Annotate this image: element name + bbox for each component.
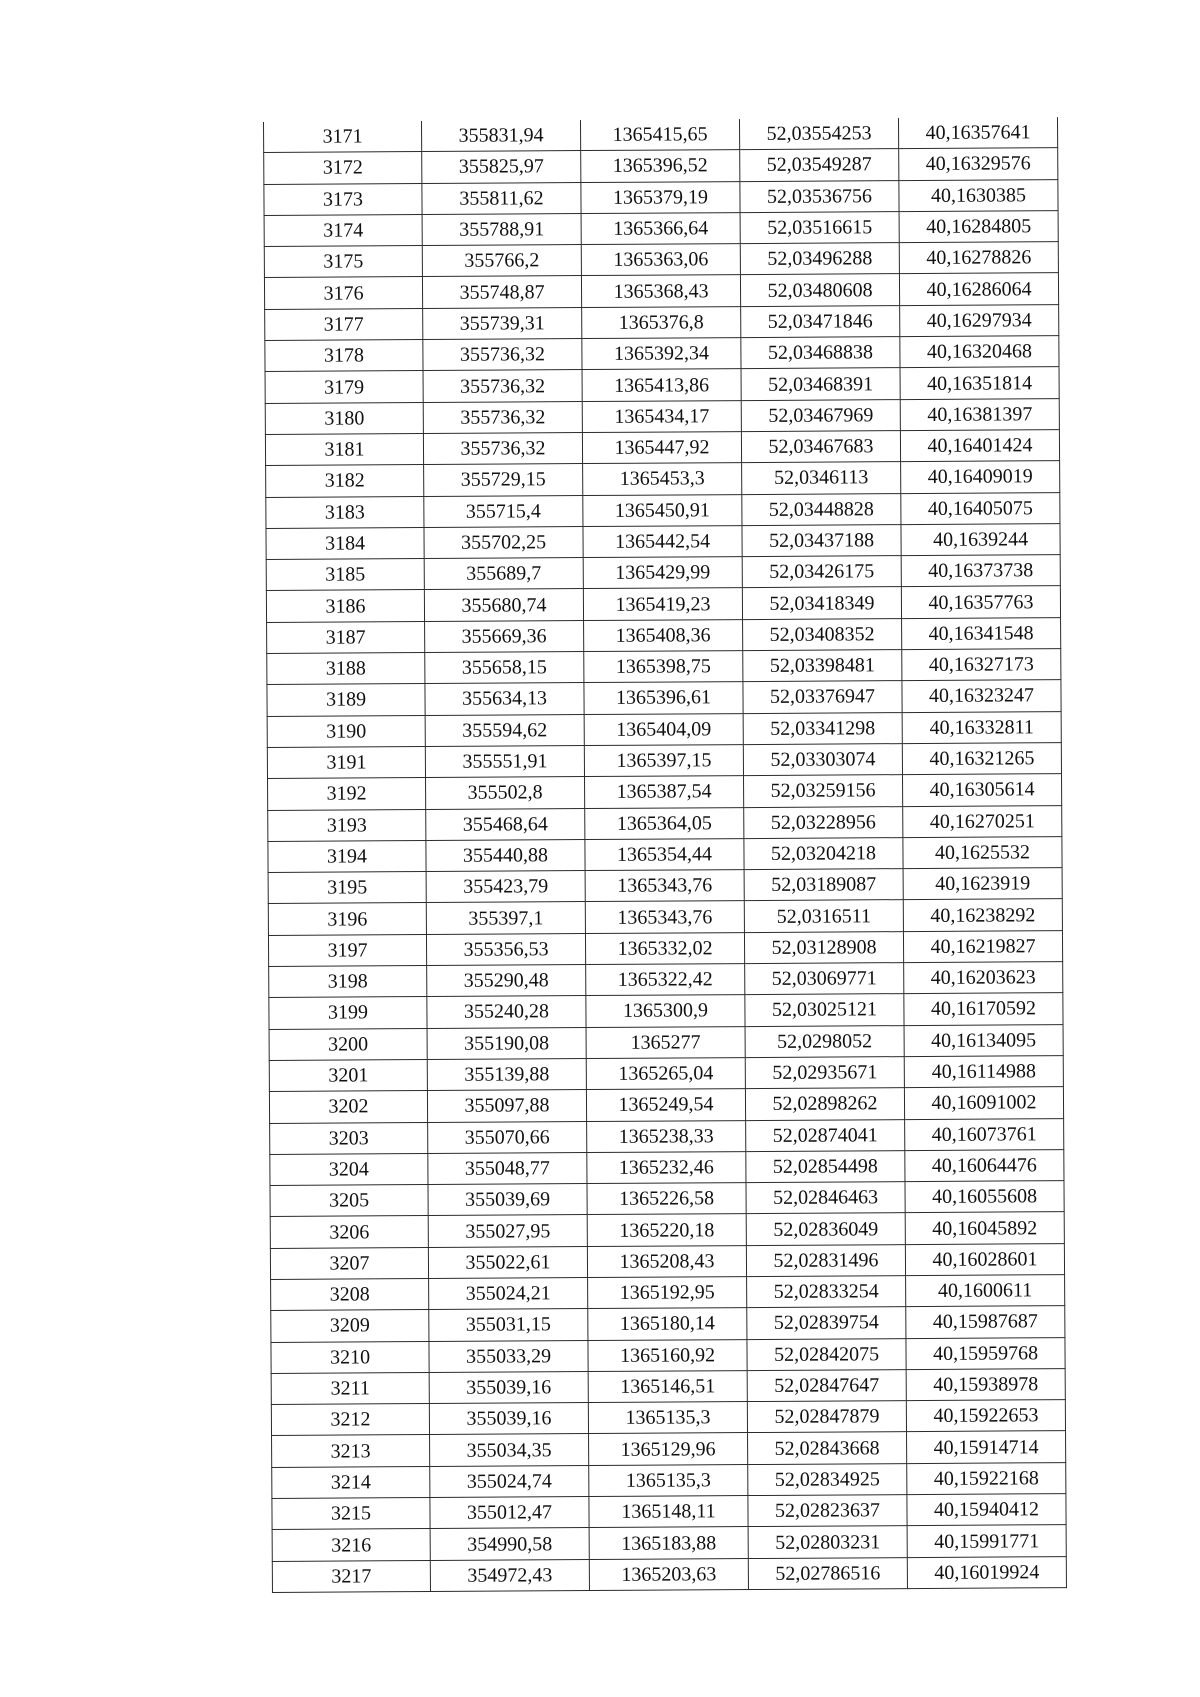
longitude-cell: 40,1625532 [903, 836, 1062, 868]
point-number-cell: 3200 [269, 1028, 427, 1060]
x-coordinate-cell: 355440,88 [426, 839, 585, 871]
latitude-cell: 52,02898262 [745, 1088, 904, 1120]
y-coordinate-cell: 1365368,43 [581, 275, 740, 307]
table-row [265, 336, 1059, 372]
table-row [270, 1181, 1064, 1217]
longitude-cell: 40,15914714 [907, 1431, 1066, 1463]
longitude-cell: 40,16405075 [901, 492, 1060, 524]
y-coordinate-cell: 1365160,92 [588, 1339, 747, 1371]
y-coordinate-cell: 1365392,34 [582, 338, 741, 370]
x-coordinate-cell: 355048,77 [428, 1152, 587, 1184]
latitude-cell: 52,02843668 [748, 1432, 907, 1464]
longitude-cell: 40,1600611 [906, 1275, 1065, 1307]
longitude-cell: 40,15987687 [906, 1306, 1065, 1338]
x-coordinate-cell: 355748,87 [422, 276, 581, 308]
latitude-cell: 52,02847647 [747, 1369, 906, 1401]
latitude-cell: 52,02836049 [746, 1213, 905, 1245]
table-row [269, 993, 1063, 1029]
x-coordinate-cell: 355070,66 [428, 1121, 587, 1153]
x-coordinate-cell: 354990,58 [430, 1528, 589, 1560]
longitude-cell: 40,16381397 [900, 398, 1059, 430]
point-number-cell: 3176 [264, 277, 422, 309]
point-number-cell: 3197 [268, 934, 426, 966]
table-row [272, 1462, 1066, 1498]
x-coordinate-cell: 355039,16 [429, 1371, 588, 1403]
y-coordinate-cell: 1365300,9 [586, 995, 745, 1027]
latitude-cell: 52,03418349 [742, 587, 901, 619]
point-number-cell: 3207 [270, 1247, 428, 1279]
y-coordinate-cell: 1365363,06 [581, 244, 740, 276]
y-coordinate-cell: 1365419,23 [583, 588, 742, 620]
table-row [271, 1400, 1065, 1436]
x-coordinate-cell: 355139,88 [427, 1058, 586, 1090]
y-coordinate-cell: 1365208,43 [587, 1245, 746, 1277]
table-row [271, 1337, 1065, 1373]
table-row [269, 1024, 1063, 1060]
latitude-cell: 52,02839754 [747, 1307, 906, 1339]
table-row [271, 1275, 1065, 1311]
y-coordinate-cell: 1365322,42 [586, 964, 745, 996]
point-number-cell: 3203 [270, 1122, 428, 1154]
latitude-cell: 52,02834925 [748, 1463, 907, 1495]
longitude-cell: 40,16357763 [901, 586, 1060, 618]
longitude-cell: 40,15922168 [907, 1462, 1066, 1494]
longitude-cell: 40,16134095 [904, 1024, 1063, 1056]
x-coordinate-cell: 355729,15 [424, 464, 583, 496]
table-row [264, 117, 1058, 153]
table-row [269, 1087, 1063, 1123]
point-number-cell: 3206 [270, 1216, 428, 1248]
table-row [271, 1368, 1065, 1404]
longitude-cell: 40,16401424 [900, 430, 1059, 462]
point-number-cell: 3193 [268, 809, 426, 841]
longitude-cell: 40,16203623 [904, 962, 1063, 994]
y-coordinate-cell: 1365379,19 [581, 181, 740, 213]
longitude-cell: 40,16170592 [904, 993, 1063, 1025]
longitude-cell: 40,1623919 [903, 868, 1062, 900]
x-coordinate-cell: 355190,08 [427, 1027, 586, 1059]
point-number-cell: 3182 [266, 465, 424, 497]
point-number-cell: 3192 [268, 778, 426, 810]
point-number-cell: 3185 [266, 559, 424, 591]
latitude-cell: 52,03468391 [741, 368, 900, 400]
y-coordinate-cell: 1365450,91 [583, 494, 742, 526]
table-row [270, 1149, 1064, 1185]
y-coordinate-cell: 1365135,3 [588, 1402, 747, 1434]
latitude-cell: 52,03480608 [740, 274, 899, 306]
point-number-cell: 3194 [268, 840, 426, 872]
table-row [268, 774, 1062, 810]
longitude-cell: 40,16329576 [899, 148, 1058, 180]
longitude-cell: 40,15959768 [906, 1337, 1065, 1369]
x-coordinate-cell: 355356,53 [426, 933, 585, 965]
x-coordinate-cell: 355039,16 [429, 1403, 588, 1435]
table-row [268, 836, 1062, 872]
latitude-cell: 52,03516615 [740, 212, 899, 244]
y-coordinate-cell: 1365364,05 [585, 807, 744, 839]
coordinates-table [263, 117, 1067, 1593]
point-number-cell: 3174 [264, 214, 422, 246]
latitude-cell: 52,03341298 [743, 712, 902, 744]
x-coordinate-cell: 355658,15 [425, 652, 584, 684]
y-coordinate-cell: 1365408,36 [584, 619, 743, 651]
y-coordinate-cell: 1365396,52 [581, 150, 740, 182]
y-coordinate-cell: 1365183,88 [589, 1527, 748, 1559]
longitude-cell: 40,15991771 [907, 1525, 1066, 1557]
x-coordinate-cell: 355034,35 [430, 1434, 589, 1466]
x-coordinate-cell: 355736,32 [423, 433, 582, 465]
latitude-cell: 52,03437188 [742, 524, 901, 556]
table-row [264, 179, 1058, 215]
point-number-cell: 3205 [270, 1185, 428, 1217]
point-number-cell: 3172 [264, 152, 422, 184]
y-coordinate-cell: 1365434,17 [582, 400, 741, 432]
point-number-cell: 3189 [267, 684, 425, 716]
y-coordinate-cell: 1365343,76 [585, 870, 744, 902]
latitude-cell: 52,03536756 [740, 180, 899, 212]
y-coordinate-cell: 1365366,64 [581, 212, 740, 244]
table-row [270, 1118, 1064, 1154]
latitude-cell: 52,02842075 [747, 1338, 906, 1370]
longitude-cell: 40,16332811 [902, 711, 1061, 743]
point-number-cell: 3177 [265, 308, 423, 340]
point-number-cell: 3184 [266, 527, 424, 559]
latitude-cell: 52,02846463 [746, 1182, 905, 1214]
y-coordinate-cell: 1365148,11 [589, 1496, 748, 1528]
x-coordinate-cell: 355033,29 [429, 1340, 588, 1372]
point-number-cell: 3190 [267, 715, 425, 747]
x-coordinate-cell: 355689,7 [424, 558, 583, 590]
y-coordinate-cell: 1365397,15 [584, 745, 743, 777]
table-row [268, 899, 1062, 935]
table-row [265, 430, 1059, 466]
latitude-cell: 52,03468838 [741, 337, 900, 369]
longitude-cell: 40,16219827 [903, 930, 1062, 962]
y-coordinate-cell: 1365442,54 [583, 525, 742, 557]
y-coordinate-cell: 1365249,54 [586, 1089, 745, 1121]
x-coordinate-cell: 355468,64 [426, 808, 585, 840]
x-coordinate-cell: 355397,1 [426, 902, 585, 934]
x-coordinate-cell: 355022,61 [428, 1246, 587, 1278]
x-coordinate-cell: 355031,15 [429, 1309, 588, 1341]
table-row [272, 1494, 1066, 1530]
latitude-cell: 52,03408352 [743, 618, 902, 650]
table-row [272, 1431, 1066, 1467]
point-number-cell: 3188 [267, 653, 425, 685]
latitude-cell: 52,02823637 [748, 1495, 907, 1527]
point-number-cell: 3214 [272, 1466, 430, 1498]
table-row [269, 1056, 1063, 1092]
longitude-cell: 40,16327173 [902, 649, 1061, 681]
table-row [268, 868, 1062, 904]
y-coordinate-cell: 1365226,58 [587, 1183, 746, 1215]
point-number-cell: 3211 [271, 1372, 429, 1404]
longitude-cell: 40,1639244 [901, 523, 1060, 555]
longitude-cell: 40,15938978 [906, 1368, 1065, 1400]
latitude-cell: 52,03467969 [741, 399, 900, 431]
point-number-cell: 3196 [268, 903, 426, 935]
x-coordinate-cell: 355825,97 [422, 151, 581, 183]
longitude-cell: 40,16323247 [902, 680, 1061, 712]
latitude-cell: 52,03549287 [740, 149, 899, 181]
point-number-cell: 3186 [266, 590, 424, 622]
y-coordinate-cell: 1365146,51 [588, 1370, 747, 1402]
y-coordinate-cell: 1365453,3 [583, 463, 742, 495]
y-coordinate-cell: 1365238,33 [587, 1120, 746, 1152]
table-row [266, 492, 1060, 528]
latitude-cell: 52,02935671 [745, 1057, 904, 1089]
longitude-cell: 40,16286064 [899, 273, 1058, 305]
x-coordinate-cell: 355027,95 [428, 1215, 587, 1247]
x-coordinate-cell: 355634,13 [425, 683, 584, 715]
longitude-cell: 40,15922653 [906, 1400, 1065, 1432]
point-number-cell: 3212 [271, 1404, 429, 1436]
longitude-cell: 40,16321265 [902, 743, 1061, 775]
y-coordinate-cell: 1365332,02 [585, 932, 744, 964]
longitude-cell: 40,16341548 [902, 617, 1061, 649]
y-coordinate-cell: 1365203,63 [589, 1558, 748, 1590]
y-coordinate-cell: 1365343,76 [585, 901, 744, 933]
table-row [272, 1525, 1066, 1561]
point-number-cell: 3181 [265, 433, 423, 465]
y-coordinate-cell: 1365398,75 [584, 651, 743, 683]
table-row [270, 1212, 1064, 1248]
latitude-cell: 52,03069771 [745, 963, 904, 995]
x-coordinate-cell: 355240,28 [427, 996, 586, 1028]
latitude-cell: 52,03259156 [744, 775, 903, 807]
longitude-cell: 40,16045892 [905, 1212, 1064, 1244]
point-number-cell: 3215 [272, 1498, 430, 1530]
table-row [266, 461, 1060, 497]
x-coordinate-cell: 355702,25 [424, 526, 583, 558]
longitude-cell: 40,16055608 [905, 1181, 1064, 1213]
point-number-cell: 3175 [264, 246, 422, 278]
x-coordinate-cell: 355012,47 [430, 1497, 589, 1529]
y-coordinate-cell: 1365265,04 [586, 1057, 745, 1089]
point-number-cell: 3183 [266, 496, 424, 528]
point-number-cell: 3210 [271, 1341, 429, 1373]
table-row [267, 617, 1061, 653]
x-coordinate-cell: 355551,91 [425, 745, 584, 777]
y-coordinate-cell: 1365413,86 [582, 369, 741, 401]
y-coordinate-cell: 1365232,46 [587, 1151, 746, 1183]
latitude-cell: 52,03128908 [744, 931, 903, 963]
latitude-cell: 52,03471846 [741, 305, 900, 337]
y-coordinate-cell: 1365192,95 [588, 1277, 747, 1309]
x-coordinate-cell: 355024,74 [430, 1465, 589, 1497]
y-coordinate-cell: 1365404,09 [584, 713, 743, 745]
longitude-cell: 40,16305614 [902, 774, 1061, 806]
point-number-cell: 3178 [265, 340, 423, 372]
latitude-cell: 52,0298052 [745, 1025, 904, 1057]
latitude-cell: 52,02833254 [747, 1276, 906, 1308]
table-row [270, 1243, 1064, 1279]
table-row [264, 211, 1058, 247]
latitude-cell: 52,02847879 [747, 1401, 906, 1433]
table-row [267, 743, 1061, 779]
longitude-cell: 40,16409019 [901, 461, 1060, 493]
latitude-cell: 52,03189087 [744, 869, 903, 901]
y-coordinate-cell: 1365354,44 [585, 838, 744, 870]
point-number-cell: 3173 [264, 183, 422, 215]
x-coordinate-cell: 354972,43 [430, 1559, 589, 1591]
x-coordinate-cell: 355423,79 [426, 871, 585, 903]
x-coordinate-cell: 355024,21 [429, 1278, 588, 1310]
latitude-cell: 52,03228956 [744, 806, 903, 838]
longitude-cell: 40,1630385 [899, 179, 1058, 211]
latitude-cell: 52,03554253 [739, 118, 898, 150]
latitude-cell: 52,02803231 [748, 1526, 907, 1558]
latitude-cell: 52,03376947 [743, 681, 902, 713]
point-number-cell: 3198 [269, 966, 427, 998]
x-coordinate-cell: 355669,36 [425, 620, 584, 652]
point-number-cell: 3179 [265, 371, 423, 403]
x-coordinate-cell: 355811,62 [422, 182, 581, 214]
point-number-cell: 3201 [269, 1059, 427, 1091]
y-coordinate-cell: 1365376,8 [582, 306, 741, 338]
point-number-cell: 3171 [264, 121, 422, 153]
x-coordinate-cell: 355736,32 [423, 401, 582, 433]
latitude-cell: 52,03467683 [741, 431, 900, 463]
point-number-cell: 3191 [267, 746, 425, 778]
point-number-cell: 3187 [267, 621, 425, 653]
x-coordinate-cell: 355039,69 [428, 1184, 587, 1216]
point-number-cell: 3217 [272, 1560, 430, 1592]
point-number-cell: 3204 [270, 1153, 428, 1185]
longitude-cell: 40,16019924 [907, 1556, 1066, 1588]
table-row [266, 555, 1060, 591]
table-row [265, 367, 1059, 403]
y-coordinate-cell: 1365135,3 [589, 1464, 748, 1496]
point-number-cell: 3180 [265, 402, 423, 434]
table-row [266, 523, 1060, 559]
latitude-cell: 52,02874041 [746, 1119, 905, 1151]
table-row [265, 398, 1059, 434]
x-coordinate-cell: 355736,32 [423, 370, 582, 402]
x-coordinate-cell: 355788,91 [422, 213, 581, 245]
x-coordinate-cell: 355502,8 [426, 777, 585, 809]
table-row [265, 304, 1059, 340]
longitude-cell: 40,16064476 [905, 1149, 1064, 1181]
longitude-cell: 40,16028601 [905, 1243, 1064, 1275]
latitude-cell: 52,03448828 [742, 493, 901, 525]
longitude-cell: 40,16091002 [904, 1087, 1063, 1119]
latitude-cell: 52,03496288 [740, 243, 899, 275]
y-coordinate-cell: 1365415,65 [580, 119, 739, 151]
x-coordinate-cell: 355097,88 [427, 1090, 586, 1122]
longitude-cell: 40,16357641 [898, 117, 1057, 149]
latitude-cell: 52,03426175 [742, 556, 901, 588]
x-coordinate-cell: 355715,4 [424, 495, 583, 527]
x-coordinate-cell: 355290,48 [427, 965, 586, 997]
latitude-cell: 52,03398481 [743, 650, 902, 682]
y-coordinate-cell: 1365447,92 [582, 432, 741, 464]
longitude-cell: 40,16284805 [899, 211, 1058, 243]
table-row [268, 805, 1062, 841]
latitude-cell: 52,03204218 [744, 837, 903, 869]
point-number-cell: 3209 [271, 1310, 429, 1342]
latitude-cell: 52,03025121 [745, 994, 904, 1026]
x-coordinate-cell: 355594,62 [425, 714, 584, 746]
y-coordinate-cell: 1365220,18 [587, 1214, 746, 1246]
point-number-cell: 3216 [272, 1529, 430, 1561]
longitude-cell: 40,16278826 [899, 242, 1058, 274]
longitude-cell: 40,16297934 [900, 304, 1059, 336]
y-coordinate-cell: 1365429,99 [583, 557, 742, 589]
x-coordinate-cell: 355766,2 [422, 245, 581, 277]
y-coordinate-cell: 1365387,54 [585, 776, 744, 808]
point-number-cell: 3213 [272, 1435, 430, 1467]
x-coordinate-cell: 355736,32 [423, 339, 582, 371]
longitude-cell: 40,16114988 [904, 1056, 1063, 1088]
table-row [266, 586, 1060, 622]
longitude-cell: 40,16238292 [903, 899, 1062, 931]
table-row [269, 962, 1063, 998]
longitude-cell: 40,16320468 [900, 336, 1059, 368]
table-row [272, 1556, 1066, 1592]
table-row [267, 680, 1061, 716]
longitude-cell: 40,16073761 [905, 1118, 1064, 1150]
latitude-cell: 52,0316511 [744, 900, 903, 932]
longitude-cell: 40,16270251 [903, 805, 1062, 837]
latitude-cell: 52,0346113 [742, 462, 901, 494]
longitude-cell: 40,16373738 [901, 555, 1060, 587]
table-row [267, 711, 1061, 747]
latitude-cell: 52,02831496 [746, 1244, 905, 1276]
table-row [264, 242, 1058, 278]
x-coordinate-cell: 355739,31 [423, 307, 582, 339]
table-row [271, 1306, 1065, 1342]
coordinates-table-body [264, 117, 1067, 1592]
point-number-cell: 3195 [268, 872, 426, 904]
y-coordinate-cell: 1365277 [586, 1026, 745, 1058]
y-coordinate-cell: 1365180,14 [588, 1308, 747, 1340]
latitude-cell: 52,02786516 [748, 1557, 907, 1589]
table-row [264, 273, 1058, 309]
point-number-cell: 3202 [269, 1091, 427, 1123]
y-coordinate-cell: 1365129,96 [589, 1433, 748, 1465]
point-number-cell: 3199 [269, 997, 427, 1029]
table-row [268, 930, 1062, 966]
latitude-cell: 52,02854498 [746, 1150, 905, 1182]
table-row [267, 649, 1061, 685]
y-coordinate-cell: 1365396,61 [584, 682, 743, 714]
point-number-cell: 3208 [271, 1278, 429, 1310]
x-coordinate-cell: 355831,94 [421, 120, 580, 152]
longitude-cell: 40,15940412 [907, 1494, 1066, 1526]
longitude-cell: 40,16351814 [900, 367, 1059, 399]
table-row [264, 148, 1058, 184]
x-coordinate-cell: 355680,74 [424, 589, 583, 621]
latitude-cell: 52,03303074 [743, 744, 902, 776]
